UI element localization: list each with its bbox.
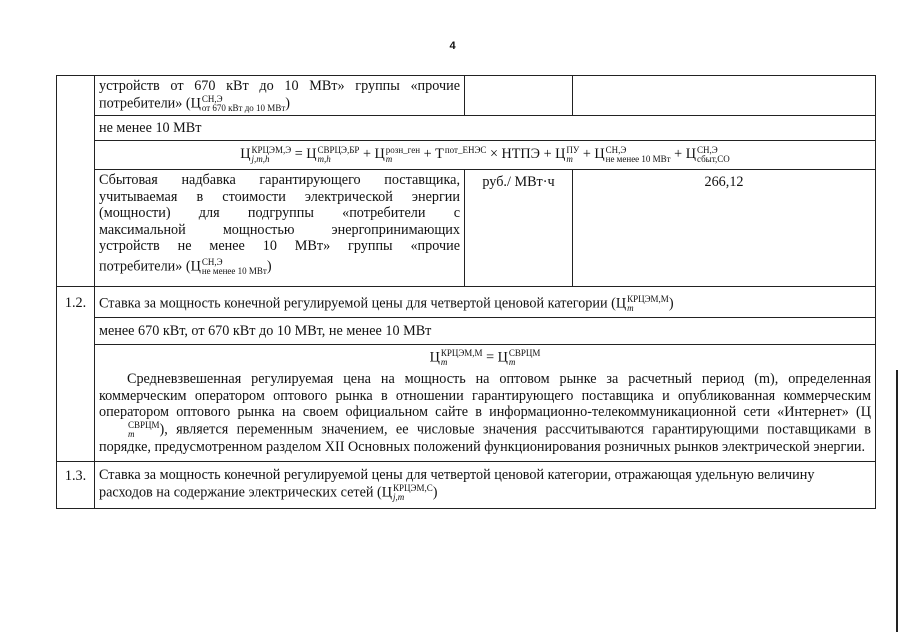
table-row <box>57 115 876 141</box>
description-line: учитываемая в стоимости электрической энергии <box>99 188 460 205</box>
formula: Ц КРЦЭМ,Э j,m,h = Ц СВРЦЭ,БР m,h + Ц розн_ген m + Т пот_ЕНЭС × НТПЭ + Ц ПУ m + Ц СН,Э не менее 10 МВт + Ц СН,Э сбыт,СО <box>240 145 730 164</box>
table-row <box>57 76 876 116</box>
formula-cell <box>95 141 876 170</box>
formula-explanation: Средневзвешенная регулируемая цена на мощность на оптовом рынке за расчетный период (m), определенная коммерческим оператором оптового рынка в отношении гарантирующего поставщика и опубликованная коммерческим оператором оптового рынка на своем официальном сайте в информационно-телекоммуникационной сети «Интернет» (Ц СВРЦМ m ), является переменным значением, ее числовые значения рассчитываются гарантирующими поставщиками в порядке, предусмотренном разделом XII Основных положений функционирования розничных рынков электрической энергии. <box>99 371 872 455</box>
description-line: Сбытовая надбавка гарантирующего поставщика, <box>99 172 460 188</box>
table-row <box>57 141 876 170</box>
formula-cell <box>95 345 876 462</box>
section-title-line: расходов на содержание электрических сетей (Ц КРЦЭМ,С j,m ) <box>99 482 438 502</box>
description-line: устройств не менее 10 МВт» группы «прочие <box>99 238 460 254</box>
table-row <box>57 317 876 345</box>
section-number: 1.2. <box>57 286 95 462</box>
unit-cell <box>465 76 573 116</box>
margin-line <box>896 370 898 632</box>
unit-cell: руб./ МВт·ч <box>465 170 573 287</box>
description-line: (мощности) для подгруппы «потребители с <box>99 205 460 221</box>
description-line: потребители» (Ц СН,Э не менее 10 МВт ) <box>99 256 272 276</box>
description-cell <box>95 76 465 116</box>
subgroup-title: менее 670 кВт, от 670 кВт до 10 МВт, не менее 10 МВт <box>95 317 876 345</box>
subgroup-title: не менее 10 МВт <box>95 115 876 141</box>
tariff-table <box>56 75 876 509</box>
description-line: максимальной мощностью энергопринимающих <box>99 221 460 238</box>
value-cell <box>573 76 876 116</box>
value-cell: 266,12 <box>573 170 876 287</box>
description-line: потребители» (Ц СН,Э от 670 кВт до 10 МВт ) <box>99 93 290 113</box>
description-line: устройств от 670 кВт до 10 МВт» группы «прочие <box>99 78 460 94</box>
table-row <box>57 345 876 462</box>
table-row <box>57 462 876 509</box>
section-title <box>95 462 876 509</box>
description-cell <box>95 170 465 287</box>
table-row <box>57 170 876 287</box>
section-title-line: Ставка за мощность конечной регулируемой цены для четвертой ценовой категории, отражающая удельную величину <box>99 467 815 483</box>
number-cell <box>57 76 95 287</box>
table-row <box>57 286 876 317</box>
section-title: Ставка за мощность конечной регулируемой цены для четвертой ценовой категории (Ц КРЦЭМ,М m ) <box>95 286 876 317</box>
section-number: 1.3. <box>57 462 95 509</box>
formula: Ц КРЦЭМ,М m = Ц СВРЦМ m <box>429 348 541 367</box>
page-number: 4 <box>449 40 456 52</box>
